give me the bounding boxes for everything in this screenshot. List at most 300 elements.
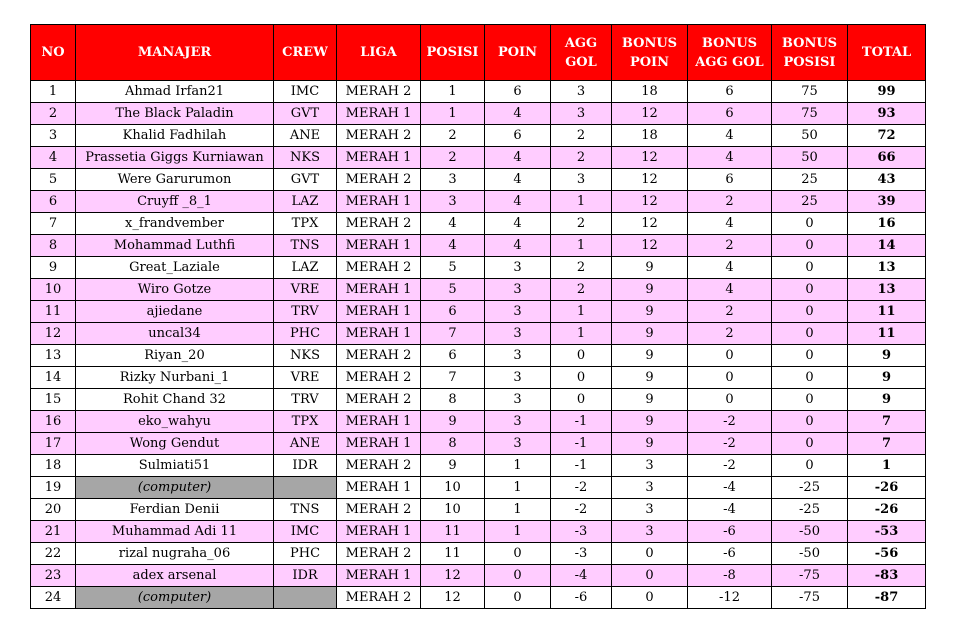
cell-crew: IDR <box>274 455 337 477</box>
cell-posisi: 10 <box>421 499 485 521</box>
cell-total: 9 <box>848 367 926 389</box>
cell-posisi: 1 <box>421 103 485 125</box>
cell-poin: 6 <box>485 81 551 103</box>
cell-poin: 3 <box>485 301 551 323</box>
cell-manajer: rizal nugraha_06 <box>76 543 274 565</box>
cell-bonus-posisi: -75 <box>772 587 848 609</box>
table-row <box>31 433 926 455</box>
cell-posisi: 6 <box>421 301 485 323</box>
table-row <box>31 455 926 477</box>
cell-crew: TNS <box>274 235 337 257</box>
cell-manajer: uncal34 <box>76 323 274 345</box>
cell-liga: MERAH 2 <box>337 257 421 279</box>
cell-manajer: Ferdian Denii <box>76 499 274 521</box>
cell-poin: 3 <box>485 323 551 345</box>
cell-manajer: Rohit Chand 32 <box>76 389 274 411</box>
cell-bonus-agg-gol: 6 <box>688 169 772 191</box>
cell-bonus-agg-gol: 2 <box>688 235 772 257</box>
cell-liga: MERAH 1 <box>337 323 421 345</box>
table-row <box>31 499 926 521</box>
cell-poin: 4 <box>485 235 551 257</box>
cell-manajer: Prassetia Giggs Kurniawan <box>76 147 274 169</box>
column-header-bonus-posisi: BONUS POSISI <box>772 25 848 81</box>
header-row <box>31 25 926 81</box>
table-row <box>31 587 926 609</box>
cell-posisi: 2 <box>421 125 485 147</box>
cell-bonus-posisi: 0 <box>772 433 848 455</box>
cell-no: 6 <box>31 191 76 213</box>
cell-no: 13 <box>31 345 76 367</box>
cell-bonus-agg-gol: -4 <box>688 499 772 521</box>
cell-no: 24 <box>31 587 76 609</box>
cell-bonus-posisi: 50 <box>772 147 848 169</box>
cell-posisi: 4 <box>421 213 485 235</box>
cell-liga: MERAH 2 <box>337 499 421 521</box>
cell-bonus-posisi: 0 <box>772 213 848 235</box>
cell-bonus-poin: 9 <box>612 411 688 433</box>
table-row <box>31 191 926 213</box>
cell-liga: MERAH 2 <box>337 389 421 411</box>
cell-crew <box>274 477 337 499</box>
table-row <box>31 477 926 499</box>
column-header-crew: CREW <box>274 25 337 81</box>
cell-bonus-agg-gol: 4 <box>688 125 772 147</box>
cell-crew: PHC <box>274 323 337 345</box>
column-header-bonus-poin: BONUS POIN <box>612 25 688 81</box>
cell-poin: 1 <box>485 499 551 521</box>
cell-poin: 1 <box>485 477 551 499</box>
cell-poin: 1 <box>485 455 551 477</box>
cell-crew: NKS <box>274 147 337 169</box>
cell-bonus-poin: 9 <box>612 323 688 345</box>
cell-posisi: 3 <box>421 169 485 191</box>
cell-bonus-poin: 9 <box>612 367 688 389</box>
cell-bonus-agg-gol: -2 <box>688 411 772 433</box>
cell-total: 7 <box>848 433 926 455</box>
cell-total: 13 <box>848 257 926 279</box>
cell-agg-gol: 3 <box>551 81 612 103</box>
cell-liga: MERAH 1 <box>337 147 421 169</box>
cell-no: 14 <box>31 367 76 389</box>
cell-total: 11 <box>848 301 926 323</box>
column-header-bonus-agg-gol: BONUS AGG GOL <box>688 25 772 81</box>
table-row <box>31 389 926 411</box>
cell-total: 1 <box>848 455 926 477</box>
cell-bonus-poin: 3 <box>612 455 688 477</box>
cell-liga: MERAH 1 <box>337 521 421 543</box>
cell-manajer: The Black Paladin <box>76 103 274 125</box>
cell-total: 13 <box>848 279 926 301</box>
cell-total: -26 <box>848 499 926 521</box>
cell-liga: MERAH 2 <box>337 125 421 147</box>
cell-bonus-poin: 9 <box>612 279 688 301</box>
cell-agg-gol: 2 <box>551 257 612 279</box>
table-row <box>31 565 926 587</box>
cell-manajer: (computer) <box>76 477 274 499</box>
cell-no: 1 <box>31 81 76 103</box>
cell-crew: ANE <box>274 125 337 147</box>
cell-bonus-poin: 3 <box>612 499 688 521</box>
cell-manajer: eko_wahyu <box>76 411 274 433</box>
cell-bonus-poin: 18 <box>612 81 688 103</box>
cell-posisi: 5 <box>421 279 485 301</box>
cell-bonus-posisi: -50 <box>772 521 848 543</box>
cell-bonus-posisi: -50 <box>772 543 848 565</box>
cell-bonus-poin: 12 <box>612 147 688 169</box>
cell-no: 11 <box>31 301 76 323</box>
cell-liga: MERAH 1 <box>337 433 421 455</box>
cell-bonus-posisi: 0 <box>772 323 848 345</box>
cell-bonus-posisi: 0 <box>772 455 848 477</box>
cell-bonus-poin: 12 <box>612 213 688 235</box>
cell-manajer: Riyan_20 <box>76 345 274 367</box>
cell-crew: VRE <box>274 279 337 301</box>
cell-agg-gol: 2 <box>551 213 612 235</box>
cell-poin: 3 <box>485 279 551 301</box>
cell-liga: MERAH 2 <box>337 543 421 565</box>
cell-total: 43 <box>848 169 926 191</box>
column-header-agg-gol: AGG GOL <box>551 25 612 81</box>
cell-bonus-agg-gol: 2 <box>688 191 772 213</box>
cell-crew: GVT <box>274 103 337 125</box>
cell-no: 7 <box>31 213 76 235</box>
cell-bonus-posisi: -75 <box>772 565 848 587</box>
cell-manajer: Mohammad Luthfi <box>76 235 274 257</box>
cell-agg-gol: 2 <box>551 279 612 301</box>
cell-bonus-agg-gol: -4 <box>688 477 772 499</box>
cell-posisi: 11 <box>421 543 485 565</box>
cell-posisi: 8 <box>421 389 485 411</box>
cell-liga: MERAH 1 <box>337 477 421 499</box>
table-row <box>31 169 926 191</box>
column-header-poin: POIN <box>485 25 551 81</box>
cell-posisi: 12 <box>421 565 485 587</box>
cell-no: 8 <box>31 235 76 257</box>
cell-bonus-agg-gol: 4 <box>688 213 772 235</box>
cell-crew: NKS <box>274 345 337 367</box>
cell-bonus-agg-gol: 2 <box>688 323 772 345</box>
cell-liga: MERAH 2 <box>337 81 421 103</box>
cell-manajer: Wiro Gotze <box>76 279 274 301</box>
table-body <box>31 81 926 609</box>
cell-poin: 4 <box>485 103 551 125</box>
cell-liga: MERAH 1 <box>337 301 421 323</box>
cell-liga: MERAH 1 <box>337 279 421 301</box>
table-row <box>31 213 926 235</box>
cell-posisi: 4 <box>421 235 485 257</box>
cell-bonus-poin: 12 <box>612 191 688 213</box>
cell-agg-gol: -3 <box>551 521 612 543</box>
cell-total: 7 <box>848 411 926 433</box>
cell-total: -53 <box>848 521 926 543</box>
cell-bonus-posisi: 25 <box>772 191 848 213</box>
cell-liga: MERAH 1 <box>337 411 421 433</box>
cell-bonus-posisi: 25 <box>772 169 848 191</box>
cell-bonus-agg-gol: 6 <box>688 103 772 125</box>
table-row <box>31 147 926 169</box>
cell-manajer: x_frandvember <box>76 213 274 235</box>
cell-total: 14 <box>848 235 926 257</box>
cell-agg-gol: 2 <box>551 125 612 147</box>
cell-manajer: Great_Laziale <box>76 257 274 279</box>
cell-bonus-posisi: 0 <box>772 235 848 257</box>
cell-manajer: Rizky Nurbani_1 <box>76 367 274 389</box>
cell-agg-gol: -2 <box>551 477 612 499</box>
cell-poin: 4 <box>485 213 551 235</box>
cell-bonus-agg-gol: 4 <box>688 257 772 279</box>
cell-total: 9 <box>848 389 926 411</box>
cell-no: 2 <box>31 103 76 125</box>
column-header-total: TOTAL <box>848 25 926 81</box>
table-row <box>31 125 926 147</box>
cell-no: 19 <box>31 477 76 499</box>
table-row <box>31 543 926 565</box>
cell-bonus-poin: 12 <box>612 169 688 191</box>
cell-agg-gol: 0 <box>551 367 612 389</box>
column-header-posisi: POSISI <box>421 25 485 81</box>
cell-poin: 3 <box>485 389 551 411</box>
cell-total: 72 <box>848 125 926 147</box>
cell-no: 20 <box>31 499 76 521</box>
cell-crew: LAZ <box>274 257 337 279</box>
table-row <box>31 103 926 125</box>
cell-poin: 0 <box>485 587 551 609</box>
cell-poin: 3 <box>485 433 551 455</box>
cell-total: 93 <box>848 103 926 125</box>
cell-no: 9 <box>31 257 76 279</box>
cell-agg-gol: 1 <box>551 191 612 213</box>
cell-posisi: 9 <box>421 411 485 433</box>
cell-poin: 0 <box>485 543 551 565</box>
cell-bonus-poin: 3 <box>612 477 688 499</box>
cell-manajer: Khalid Fadhilah <box>76 125 274 147</box>
cell-poin: 1 <box>485 521 551 543</box>
cell-bonus-agg-gol: 0 <box>688 345 772 367</box>
cell-total: -26 <box>848 477 926 499</box>
cell-bonus-agg-gol: -2 <box>688 433 772 455</box>
cell-no: 23 <box>31 565 76 587</box>
cell-bonus-posisi: 0 <box>772 389 848 411</box>
cell-total: 66 <box>848 147 926 169</box>
cell-crew: IDR <box>274 565 337 587</box>
cell-no: 3 <box>31 125 76 147</box>
cell-crew: TNS <box>274 499 337 521</box>
cell-poin: 3 <box>485 411 551 433</box>
cell-total: -87 <box>848 587 926 609</box>
cell-manajer: (computer) <box>76 587 274 609</box>
cell-poin: 3 <box>485 345 551 367</box>
cell-agg-gol: 1 <box>551 323 612 345</box>
cell-bonus-posisi: 50 <box>772 125 848 147</box>
cell-bonus-poin: 9 <box>612 345 688 367</box>
cell-bonus-posisi: 0 <box>772 345 848 367</box>
cell-agg-gol: 3 <box>551 103 612 125</box>
cell-total: -56 <box>848 543 926 565</box>
cell-crew <box>274 587 337 609</box>
cell-liga: MERAH 2 <box>337 169 421 191</box>
table-row <box>31 279 926 301</box>
cell-bonus-poin: 9 <box>612 301 688 323</box>
cell-bonus-posisi: -25 <box>772 499 848 521</box>
cell-agg-gol: 2 <box>551 147 612 169</box>
standings-table <box>30 24 926 609</box>
cell-crew: IMC <box>274 521 337 543</box>
table-row <box>31 81 926 103</box>
cell-total: 99 <box>848 81 926 103</box>
cell-poin: 3 <box>485 257 551 279</box>
cell-crew: TPX <box>274 411 337 433</box>
cell-bonus-agg-gol: -6 <box>688 543 772 565</box>
cell-bonus-agg-gol: -6 <box>688 521 772 543</box>
cell-agg-gol: 0 <box>551 389 612 411</box>
cell-agg-gol: -6 <box>551 587 612 609</box>
column-header-manajer: MANAJER <box>76 25 274 81</box>
cell-no: 5 <box>31 169 76 191</box>
cell-bonus-poin: 0 <box>612 565 688 587</box>
cell-bonus-posisi: 0 <box>772 301 848 323</box>
table-row <box>31 235 926 257</box>
cell-no: 4 <box>31 147 76 169</box>
cell-bonus-agg-gol: 2 <box>688 301 772 323</box>
cell-crew: PHC <box>274 543 337 565</box>
cell-posisi: 5 <box>421 257 485 279</box>
cell-manajer: Cruyff _8_1 <box>76 191 274 213</box>
cell-bonus-agg-gol: 0 <box>688 389 772 411</box>
cell-agg-gol: 0 <box>551 345 612 367</box>
cell-agg-gol: 1 <box>551 235 612 257</box>
cell-poin: 4 <box>485 147 551 169</box>
cell-bonus-agg-gol: -12 <box>688 587 772 609</box>
cell-poin: 4 <box>485 169 551 191</box>
cell-agg-gol: -1 <box>551 455 612 477</box>
cell-posisi: 6 <box>421 345 485 367</box>
cell-bonus-poin: 9 <box>612 433 688 455</box>
cell-agg-gol: -4 <box>551 565 612 587</box>
cell-no: 10 <box>31 279 76 301</box>
cell-agg-gol: -2 <box>551 499 612 521</box>
cell-bonus-agg-gol: 0 <box>688 367 772 389</box>
cell-total: 9 <box>848 345 926 367</box>
cell-liga: MERAH 2 <box>337 455 421 477</box>
cell-bonus-poin: 9 <box>612 257 688 279</box>
cell-bonus-poin: 3 <box>612 521 688 543</box>
cell-no: 21 <box>31 521 76 543</box>
cell-total: 16 <box>848 213 926 235</box>
table-row <box>31 323 926 345</box>
cell-manajer: Were Garurumon <box>76 169 274 191</box>
cell-bonus-poin: 12 <box>612 235 688 257</box>
table-row <box>31 257 926 279</box>
cell-bonus-posisi: 0 <box>772 367 848 389</box>
cell-bonus-poin: 18 <box>612 125 688 147</box>
cell-bonus-poin: 12 <box>612 103 688 125</box>
cell-bonus-posisi: 0 <box>772 257 848 279</box>
table-row <box>31 345 926 367</box>
cell-crew: TPX <box>274 213 337 235</box>
cell-poin: 6 <box>485 125 551 147</box>
cell-bonus-agg-gol: -2 <box>688 455 772 477</box>
cell-liga: MERAH 2 <box>337 367 421 389</box>
cell-agg-gol: -3 <box>551 543 612 565</box>
cell-posisi: 10 <box>421 477 485 499</box>
cell-bonus-agg-gol: 4 <box>688 279 772 301</box>
column-header-no: NO <box>31 25 76 81</box>
cell-agg-gol: -1 <box>551 433 612 455</box>
cell-crew: VRE <box>274 367 337 389</box>
cell-no: 12 <box>31 323 76 345</box>
cell-posisi: 12 <box>421 587 485 609</box>
cell-bonus-posisi: 75 <box>772 81 848 103</box>
cell-bonus-agg-gol: 4 <box>688 147 772 169</box>
cell-no: 16 <box>31 411 76 433</box>
cell-posisi: 3 <box>421 191 485 213</box>
cell-bonus-poin: 0 <box>612 587 688 609</box>
cell-total: 39 <box>848 191 926 213</box>
cell-posisi: 9 <box>421 455 485 477</box>
cell-bonus-posisi: -25 <box>772 477 848 499</box>
cell-liga: MERAH 1 <box>337 191 421 213</box>
cell-agg-gol: 3 <box>551 169 612 191</box>
cell-total: 11 <box>848 323 926 345</box>
table-row <box>31 521 926 543</box>
cell-crew: LAZ <box>274 191 337 213</box>
cell-crew: IMC <box>274 81 337 103</box>
cell-manajer: Muhammad Adi 11 <box>76 521 274 543</box>
cell-crew: TRV <box>274 301 337 323</box>
cell-bonus-posisi: 0 <box>772 411 848 433</box>
cell-poin: 4 <box>485 191 551 213</box>
cell-poin: 3 <box>485 367 551 389</box>
cell-no: 17 <box>31 433 76 455</box>
cell-liga: MERAH 1 <box>337 235 421 257</box>
cell-manajer: adex arsenal <box>76 565 274 587</box>
cell-no: 15 <box>31 389 76 411</box>
cell-crew: ANE <box>274 433 337 455</box>
cell-poin: 0 <box>485 565 551 587</box>
cell-liga: MERAH 2 <box>337 213 421 235</box>
cell-manajer: ajiedane <box>76 301 274 323</box>
cell-agg-gol: -1 <box>551 411 612 433</box>
cell-posisi: 7 <box>421 367 485 389</box>
cell-posisi: 8 <box>421 433 485 455</box>
cell-crew: TRV <box>274 389 337 411</box>
cell-bonus-posisi: 0 <box>772 279 848 301</box>
cell-manajer: Wong Gendut <box>76 433 274 455</box>
cell-manajer: Ahmad Irfan21 <box>76 81 274 103</box>
column-header-liga: LIGA <box>337 25 421 81</box>
cell-liga: MERAH 2 <box>337 345 421 367</box>
table-row <box>31 411 926 433</box>
table-row <box>31 301 926 323</box>
cell-posisi: 2 <box>421 147 485 169</box>
cell-posisi: 1 <box>421 81 485 103</box>
cell-bonus-posisi: 75 <box>772 103 848 125</box>
cell-bonus-agg-gol: 6 <box>688 81 772 103</box>
cell-liga: MERAH 1 <box>337 565 421 587</box>
cell-no: 18 <box>31 455 76 477</box>
cell-no: 22 <box>31 543 76 565</box>
cell-agg-gol: 1 <box>551 301 612 323</box>
cell-manajer: Sulmiati51 <box>76 455 274 477</box>
cell-crew: GVT <box>274 169 337 191</box>
cell-posisi: 7 <box>421 323 485 345</box>
cell-bonus-poin: 0 <box>612 543 688 565</box>
cell-liga: MERAH 1 <box>337 103 421 125</box>
cell-bonus-agg-gol: -8 <box>688 565 772 587</box>
cell-liga: MERAH 2 <box>337 587 421 609</box>
cell-posisi: 11 <box>421 521 485 543</box>
cell-bonus-poin: 9 <box>612 389 688 411</box>
